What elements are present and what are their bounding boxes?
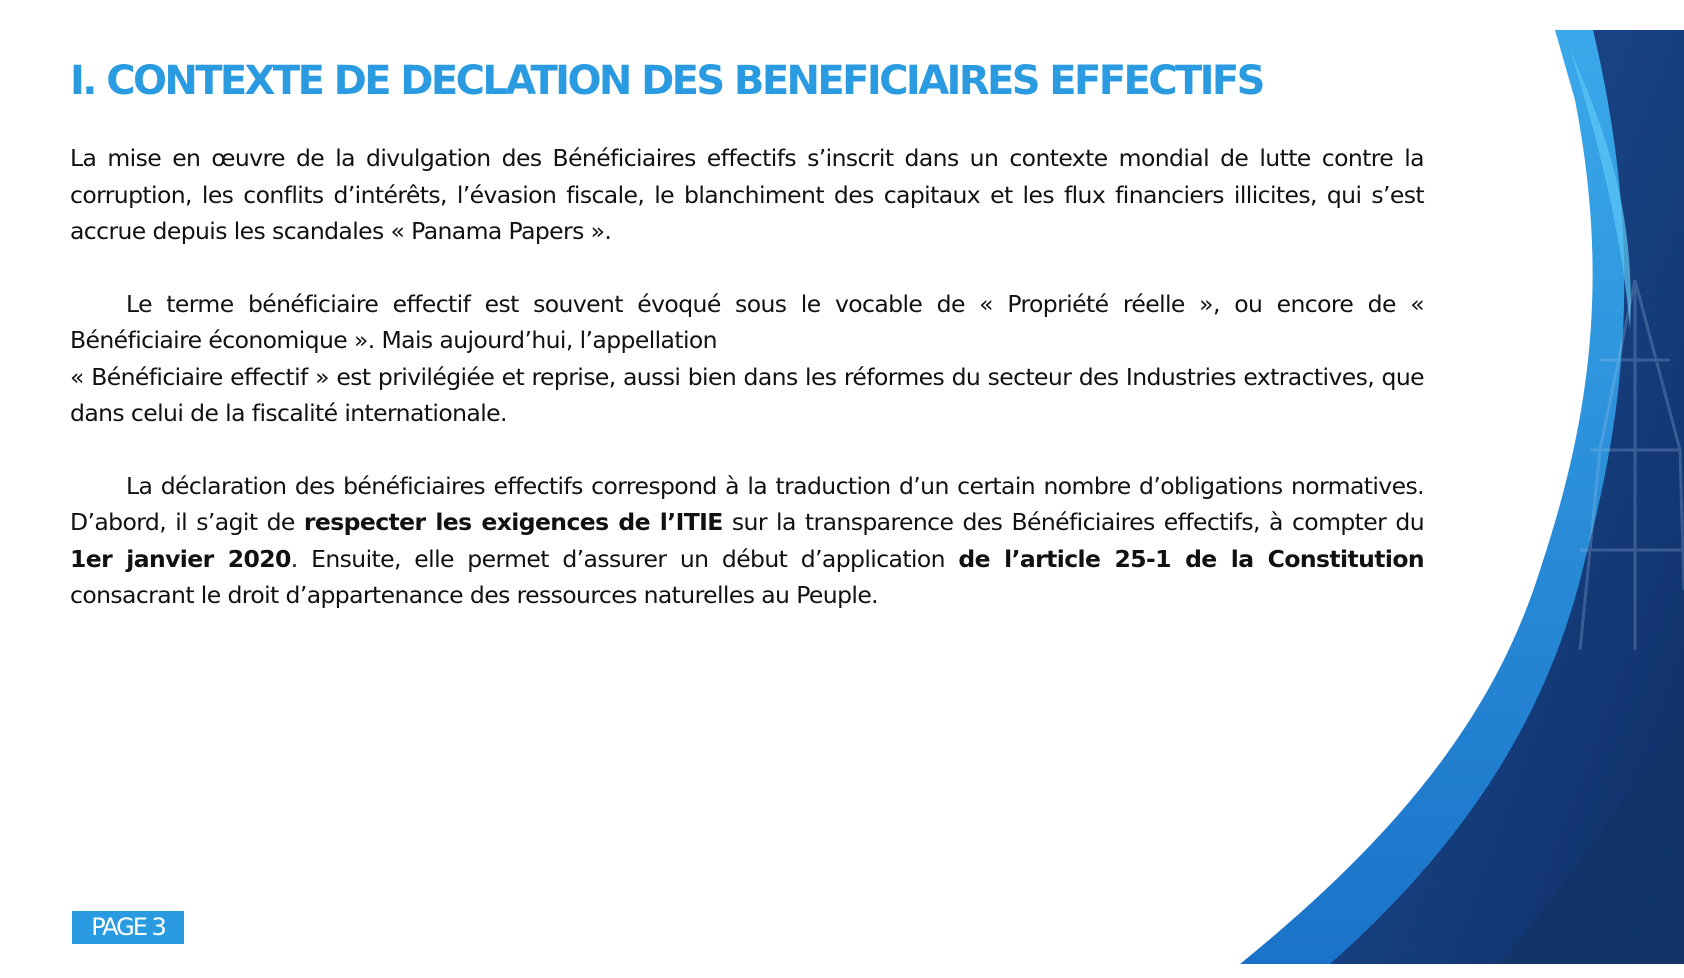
declaration-text-2: sur la transparence des Bénéficiaires effectifs, à compter du [722,508,1424,536]
paragraph-terminology [70,286,1424,432]
declaration-bold-article: de l’article 25-1 de la Constitution [958,544,1425,573]
paragraph-context: La mise en œuvre de la divulgation des Bénéficiaires effectifs s’inscrit dans un contexte mondial de lutte contre la corruption, les conflits d’intérêts, l’évasion fiscale, le blanchiment des capitaux et les flux financiers illicites, qui s’est accrue depuis les scandales « Panama Papers ». [70,144,1424,245]
paragraph-declaration [70,468,1424,614]
declaration-bold-date: 1er janvier 2020 [70,544,291,573]
paragraph-terminology-line-1: Le terme bénéficiaire effectif est souvent évoqué sous le vocable de « Propriété réelle », ou encore de « Bénéficiaire économique ». Mais aujourd’hui, l’appellation [70,289,1424,354]
declaration-text-3: . Ensuite, elle permet d’assurer un début d’application [290,544,959,573]
slide-title: I. CONTEXTE DE DECLATION DES BENEFICIAIRES EFFECTIFS [70,58,1263,104]
declaration-text-4: consacrant le droit d’appartenance des ressources naturelles au Peuple. [70,581,879,609]
paragraph-terminology-line-2: « Bénéficiaire effectif » est privilégiée et reprise, aussi bien dans les réformes du secteur des Industries extractives, que dans celui de la fiscalité internationale. [70,362,1424,427]
declaration-bold-itie: respecter les exigences de l’ITIE [303,508,723,536]
declaration-text-1: La déclaration des bénéficiaires effectifs correspond à la traduction d’un certain nombre d’obligations normatives. D’abord, il s’agit de [70,471,1424,536]
decorative-wave-graphic [1240,30,1684,964]
page-number-badge: PAGE 3 [72,911,184,944]
slide-body [70,140,1424,650]
